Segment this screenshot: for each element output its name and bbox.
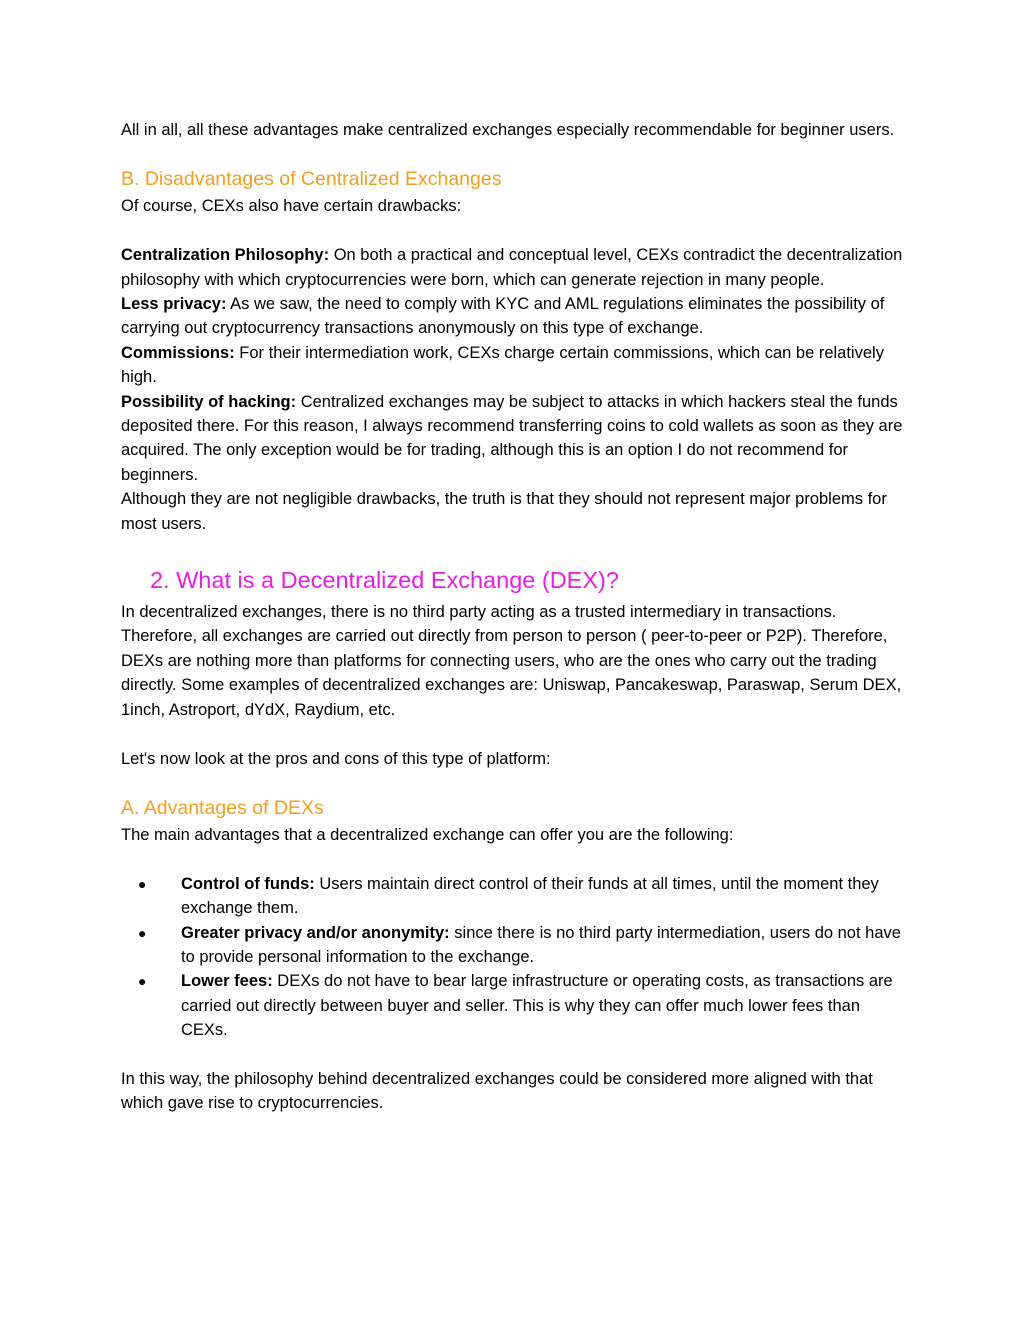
drawback-text: On both a practical and conceptual level, CEXs contradict the decentralization philosophy with which cryptocurrencies were born, which can generate rejection in many people. <box>121 246 903 289</box>
document-page <box>121 118 906 1116</box>
drawback-text: For their intermediation work, CEXs charge certain commissions, which can be relatively high. <box>121 343 884 387</box>
section-2-paragraph: In decentralized exchanges, there is no third party acting as a trusted intermediary in transactions. Therefore, all exchanges are carried out directly from person to person ( peer-to-peer or P2P). Therefore, DEXs are nothing more than platforms for connecting users, who are the ones who carry out the trading directly. Some examples of decentralized exchanges are: Uniswap, Pancakeswap, Paraswap, Serum DEX, 1inch, Astroport, dYdX, Raydium, etc. <box>121 603 902 719</box>
advantage-term: Control of funds: <box>181 874 315 893</box>
drawback-term: Centralization Philosophy: <box>121 246 330 265</box>
section-a-lead: The main advantages that a decentralized exchange can offer you are the following: <box>121 825 734 844</box>
section-a-heading: A. Advantages of DEXs <box>121 796 324 819</box>
section-a-closing: In this way, the philosophy behind decentralized exchanges could be considered more aligned with that which gave rise to cryptocurrencies. <box>121 1069 873 1113</box>
bullet-icon: ● <box>138 924 147 941</box>
advantages-list <box>121 872 906 1043</box>
drawbacks-list <box>121 243 906 487</box>
bullet-icon: ● <box>138 875 147 892</box>
drawback-item <box>121 292 906 341</box>
drawback-term: Possibility of hacking: <box>121 392 297 411</box>
drawback-item <box>121 341 906 390</box>
list-item <box>121 969 906 1042</box>
list-item <box>121 921 906 970</box>
list-item <box>121 872 906 921</box>
advantage-term: Lower fees: <box>181 972 273 991</box>
section-b-lead: Of course, CEXs also have certain drawbacks: <box>121 197 462 216</box>
advantage-text: DEXs do not have to bear large infrastructure or operating costs, as transactions are carried out directly between buyer and seller. This is why they can offer much lower fees than CEXs. <box>181 972 893 1040</box>
drawback-item <box>121 390 906 488</box>
drawback-term: Less privacy: <box>121 295 227 314</box>
advantage-text: since there is no third party intermediation, users do not have to provide personal information to the exchange. <box>181 923 901 966</box>
section-b-heading: B. Disadvantages of Centralized Exchanges <box>121 168 502 191</box>
drawback-text: Centralized exchanges may be subject to attacks in which hackers steal the funds deposited there. For this reason, I always recommend transferring coins to cold wallets as soon as they are acquired. The only exception would be for trading, although this is an option I do not recommend for beginners. <box>121 392 903 484</box>
intro-paragraph: All in all, all these advantages make centralized exchanges especially recommendable for beginner users. <box>121 121 895 139</box>
drawback-term: Commissions: <box>121 343 235 362</box>
bullet-icon: ● <box>138 973 147 990</box>
advantage-text: Users maintain direct control of their funds at all times, until the moment they exchange them. <box>181 874 879 918</box>
drawback-item <box>121 243 906 292</box>
section-2-heading: 2. What is a Decentralized Exchange (DEX)? <box>150 567 619 594</box>
advantage-term: Greater privacy and/or anonymity: <box>181 923 450 942</box>
pros-cons-line: Let's now look at the pros and cons of this type of platform: <box>121 749 551 768</box>
section-b-closing: Although they are not negligible drawbacks, the truth is that they should not represent major problems for most users. <box>121 490 887 533</box>
drawback-text: As we saw, the need to comply with KYC and AML regulations eliminates the possibility of carrying out cryptocurrency transactions anonymously on this type of exchange. <box>121 295 885 338</box>
